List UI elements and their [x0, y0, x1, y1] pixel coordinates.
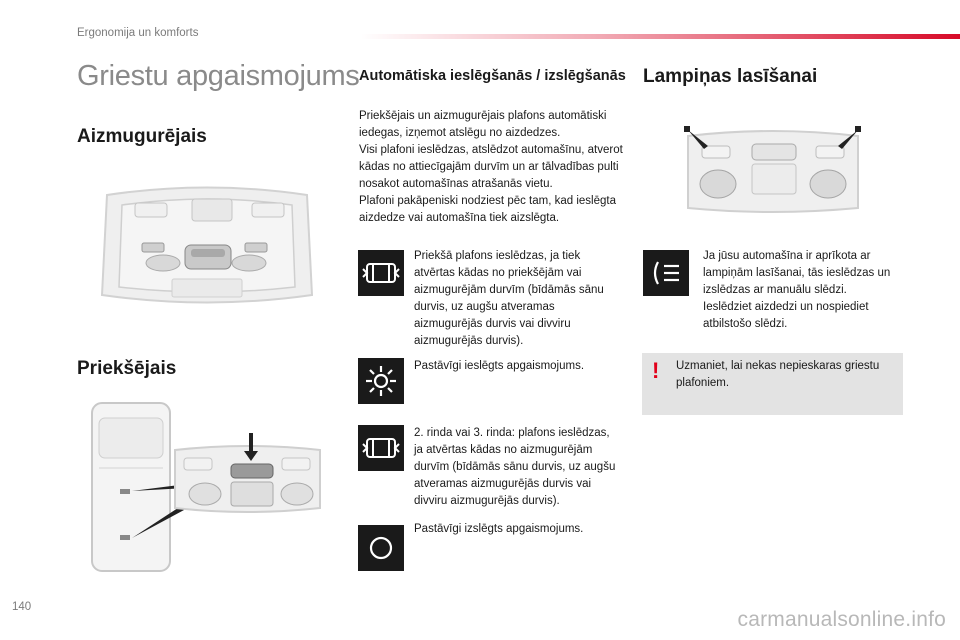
page-title: Griestu apgaismojums	[77, 60, 360, 92]
header-accent-bar	[360, 34, 960, 39]
circle-off-icon	[358, 525, 404, 571]
section-header: Ergonomija un komforts	[77, 27, 199, 39]
auto-intro-text: Priekšējais un aizmugurējais plafons automātiski iedegas, izņemot atslēgu no aizdedzes. Visi plafoni ieslēdzas, atslēdzot automašīnu, atverot kādas no attiecīgajām durvīm un ar tālvadības pulti nosakot automašīnas atrašanās vietu. Plafoni pakāpeniski nodziest pēc tam, kad ieslēgta aizdedze vai automašīna tiek aizslēgta.	[359, 110, 623, 224]
sun-icon	[358, 358, 404, 404]
watermark: carmanualsonline.info	[737, 608, 946, 631]
page-number: 140	[12, 601, 32, 613]
front-heading: Priekšējais	[77, 358, 177, 379]
exclamation-icon: !	[652, 358, 660, 383]
reading-lamp-icon	[643, 250, 689, 296]
reading-note-text: Ja jūsu automašīna ir aprīkota ar lampiņām lasīšanai, tās ieslēdzas un izslēdzas ar manuālu slēdzi. Ieslēdziet aizdedzi un nospiediet atbilstošo slēdzi.	[703, 250, 891, 330]
front-ceiling-light-illustration	[77, 398, 337, 573]
reading-heading: Lampiņas lasīšanai	[643, 66, 818, 87]
rear-heading: Aizmugurējais	[77, 126, 207, 147]
warning-text: Uzmaniet, lai nekas nepieskaras griestu plafoniem.	[676, 360, 880, 389]
door-car-icon	[358, 250, 404, 296]
reading-lamp-illustration	[680, 118, 865, 218]
auto-item-1-text: Priekšā plafons ieslēdzas, ja tiek atvērtas kādas no priekšējām vai aizmugurējām durvīm (bīdāmās sānu durvis, uz augšu atveramas aizmugurējās durvis vai divviru aizmugurējās durvis).	[414, 250, 604, 347]
auto-item-3-text: 2. rinda vai 3. rinda: plafons ieslēdzas, ja atvērtas kādas no aizmugurējām durvīm (bīdāmās sānu durvis, uz augšu atveramas aizmugurējās durvis vai divviru aizmugurējās durvis).	[414, 427, 616, 507]
auto-item-2-text: Pastāvīgi ieslēgts apgaismojums.	[414, 360, 585, 372]
auto-item-4-text: Pastāvīgi izslēgts apgaismojums.	[414, 523, 584, 535]
door-car-icon	[358, 425, 404, 471]
auto-heading: Automātiska ieslēgšanās / izslēgšanās	[359, 68, 626, 84]
rear-ceiling-light-illustration	[77, 175, 337, 315]
